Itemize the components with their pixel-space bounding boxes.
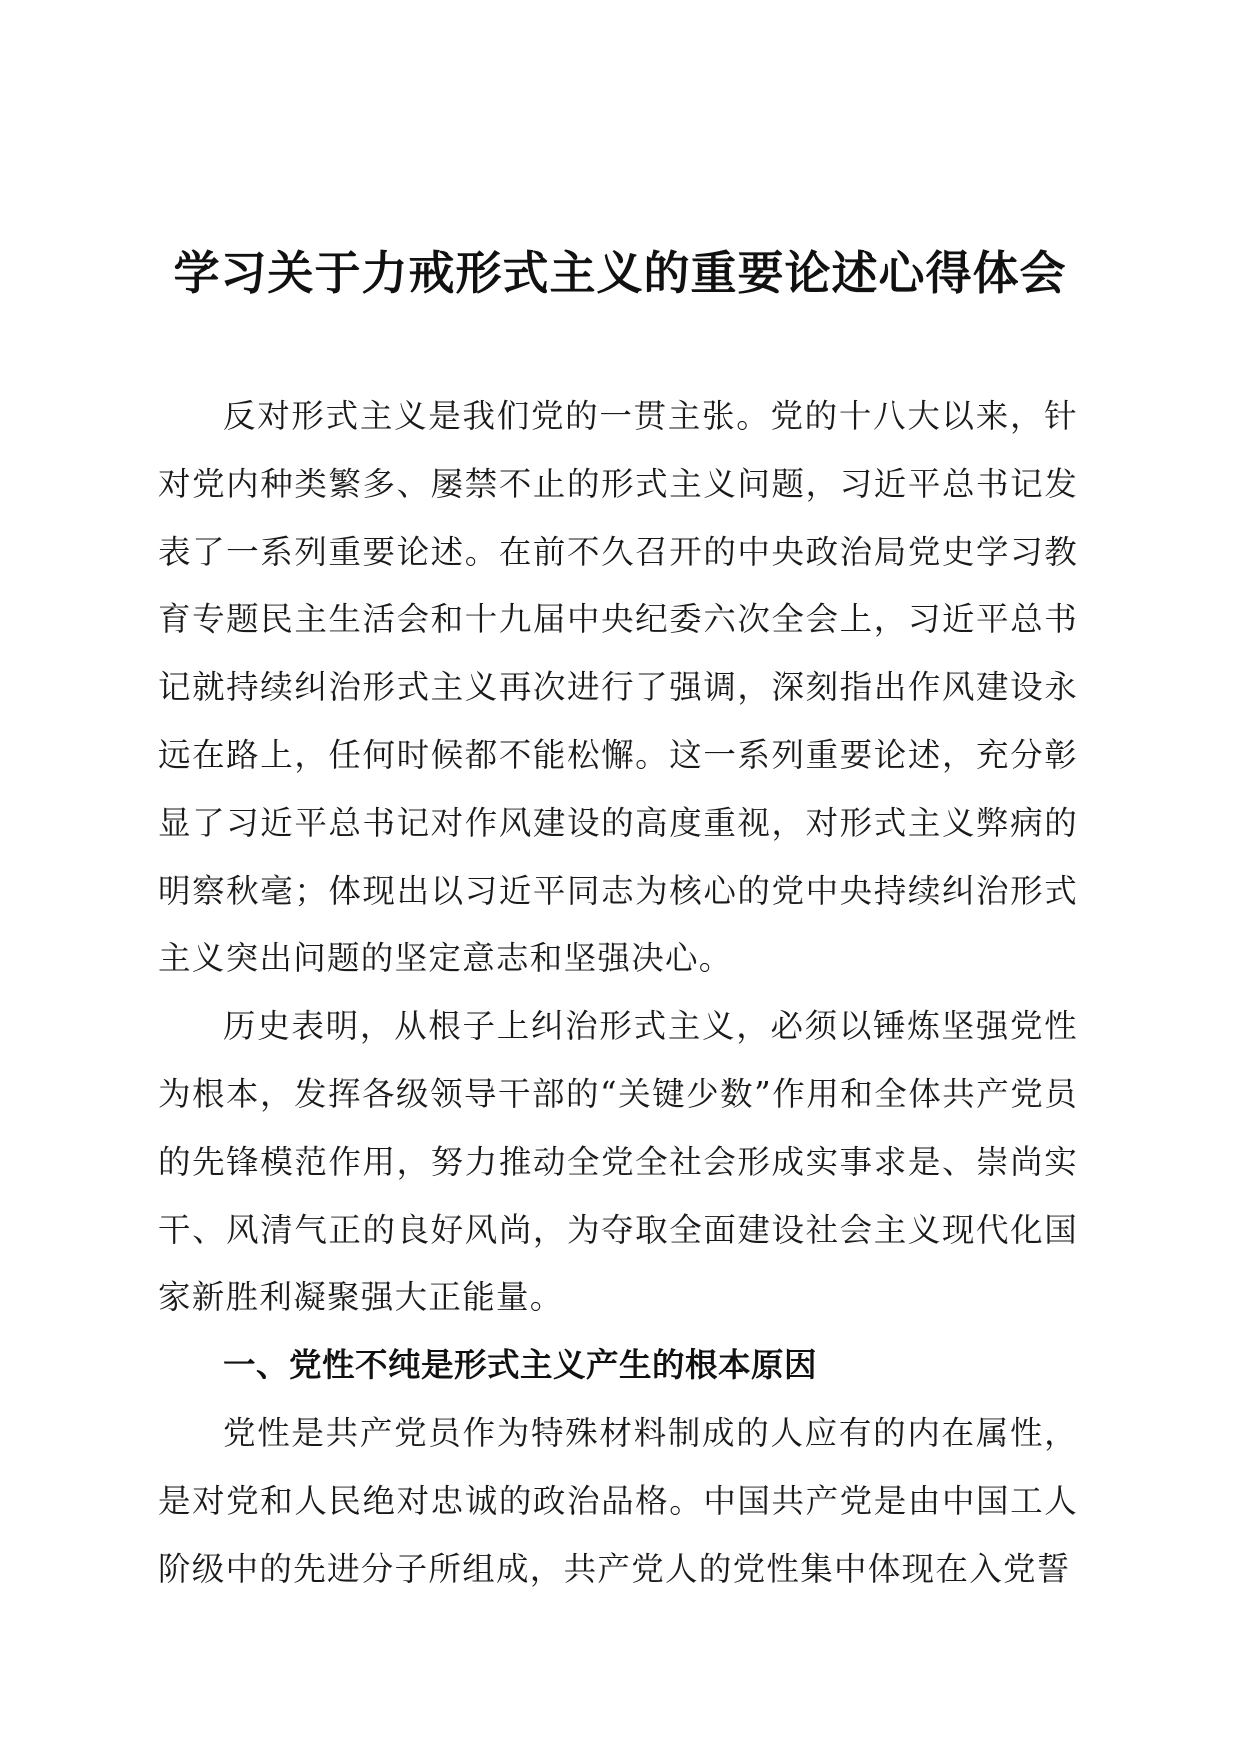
paragraph-intro: 反对形式主义是我们党的一贯主张。党的十八大以来，针对党内种类繁多、屡禁不止的形式主义问题，习近平总书记发表了一系列重要论述。在前不久召开的中央政治局党史学习教育专题民主生活会和十九届中央纪委六次全会上，习近平总书记就持续纠治形式主义再次进行了强调，深刻指出作风建设永远在路上，任何时候都不能松懈。这一系列重要论述，充分彰显了习近平总书记对作风建设的高度重视，对形式主义弊病的明察秋毫；体现出以习近平同志为核心的党中央持续纠治形式主义突出问题的坚定意志和坚强决心。: [158, 397, 1078, 978]
document-title: 学习关于力戒形式主义的重要论述心得体会: [173, 246, 1067, 300]
paragraph-history: 历史表明，从根子上纠治形式主义，必须以锤炼坚强党性为根本，发挥各级领导干部的“关键少数”作用和全体共产党员的先锋模范作用，努力推动全党全社会形成实事求是、崇尚实干、风清气正的良好风尚，为夺取全面建设社会主义现代化国家新胜利凝聚强大正能量。: [158, 1007, 1078, 1317]
document-body: [158, 383, 1078, 1603]
paragraph-section-one: 党性是共产党员作为特殊材料制成的人应有的内在属性，是对党和人民绝对忠诚的政治品格。中国共产党是由中国工人阶级中的先进分子所组成，共产党人的党性集中体现在入党誓: [158, 1413, 1078, 1588]
section-heading: 一、党性不纯是形式主义产生的根本原因: [223, 1346, 818, 1385]
